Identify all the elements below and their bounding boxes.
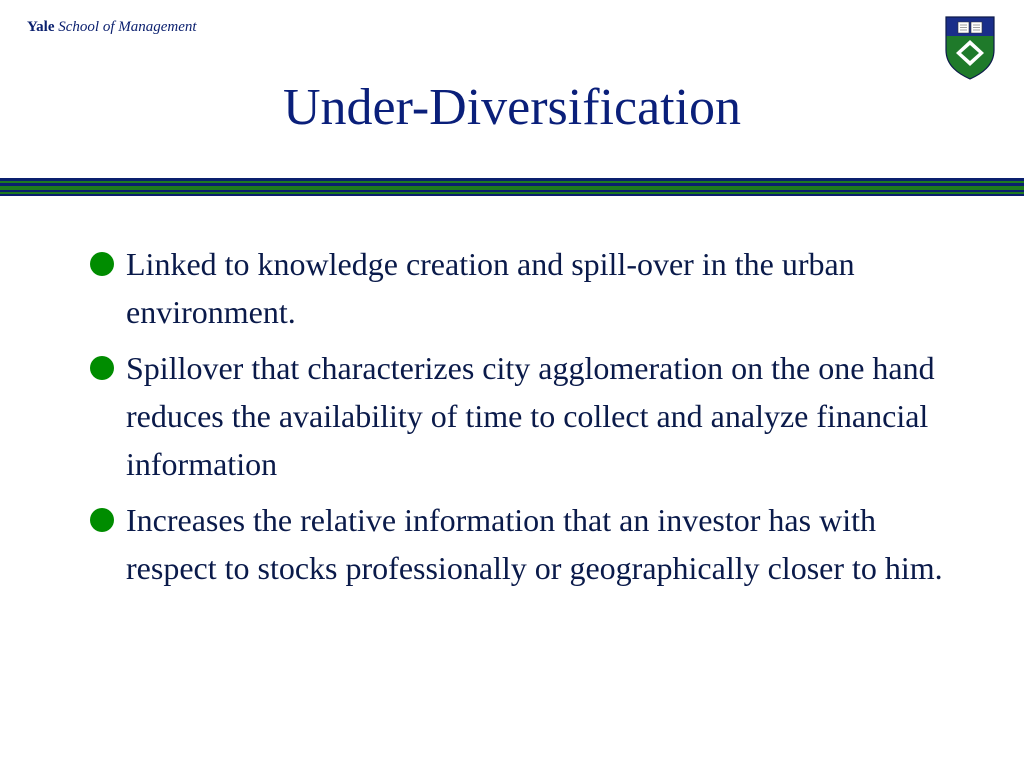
title-divider — [0, 178, 1024, 196]
bullet-text: Linked to knowledge creation and spill-over in the urban environment. — [126, 246, 855, 330]
yale-shield-icon — [945, 16, 995, 80]
list-item — [88, 344, 948, 488]
bullet-icon — [90, 252, 114, 276]
bullet-list — [88, 240, 948, 600]
list-item — [88, 240, 948, 336]
brand-yale: Yale — [27, 19, 55, 35]
brand-text — [27, 19, 197, 36]
list-item — [88, 496, 948, 592]
bullet-icon — [90, 508, 114, 532]
page-title: Under-Diversification — [282, 79, 742, 136]
bullet-text: Spillover that characterizes city agglomeration on the one hand reduces the availability of time to collect and analyze financial information — [126, 350, 935, 482]
bullet-text: Increases the relative information that an investor has with respect to stocks professionally or geographically closer to him. — [126, 502, 943, 586]
bullet-icon — [90, 356, 114, 380]
brand-school: School of Management — [58, 19, 197, 35]
